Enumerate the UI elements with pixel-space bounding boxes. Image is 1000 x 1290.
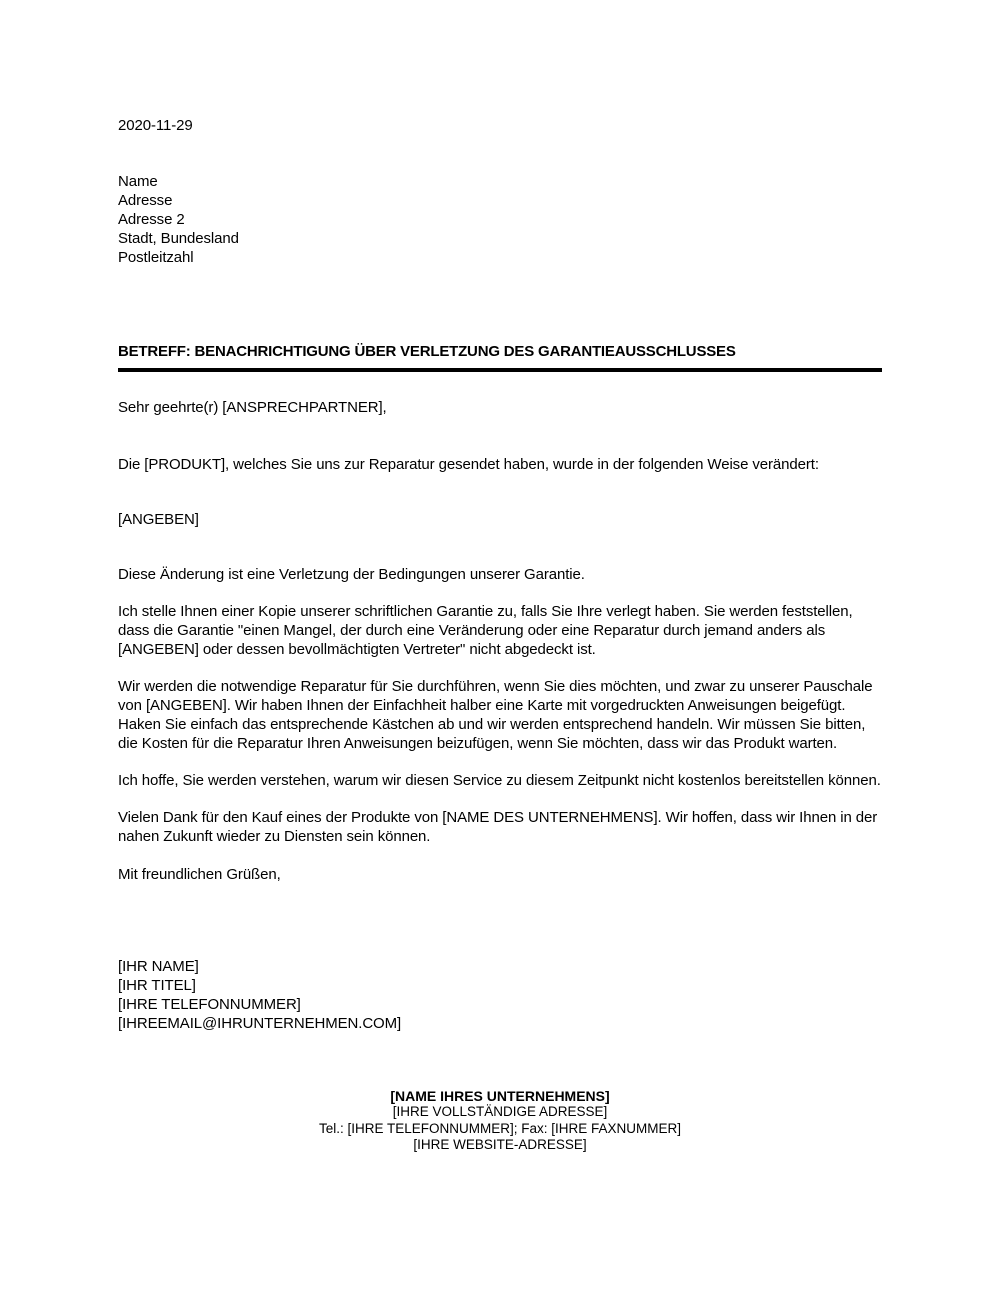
recipient-name: Name (118, 173, 158, 190)
paragraph-intro: Die [PRODUKT], welches Sie uns zur Reparatur gesendet haben, wurde in der folgenden Weise verändert: (118, 456, 819, 473)
salutation: Sehr geehrte(r) [ANSPRECHPARTNER], (118, 399, 387, 416)
footer-company-name: [NAME IHRES UNTERNEHMENS] (390, 1088, 610, 1104)
signature-phone: [IHRE TELEFONNUMMER] (118, 996, 301, 1013)
paragraph-thanks: Vielen Dank für den Kauf eines der Produkte von [NAME DES UNTERNEHMENS]. Wir hoffen, dass wir Ihnen in der nahen Zukunft wieder zu Diensten sein können. (118, 809, 878, 845)
recipient-postal-code: Postleitzahl (118, 249, 194, 266)
recipient-address-line-2: Adresse 2 (118, 211, 185, 228)
signature-email: [IHREEMAIL@IHRUNTERNEHMEN.COM] (118, 1015, 402, 1032)
signature-name: [IHR NAME] (118, 958, 199, 975)
footer-company-address: [IHRE VOLLSTÄNDIGE ADRESSE] (392, 1104, 608, 1120)
subject-line: BETREFF: BENACHRICHTIGUNG ÜBER VERLETZUNG DES GARANTIEAUSSCHLUSSES (118, 342, 882, 372)
recipient-address-line-1: Adresse (118, 192, 173, 209)
closing: Mit freundlichen Grüßen, (118, 866, 281, 883)
paragraph-warranty-copy: Ich stelle Ihnen einer Kopie unserer schriftlichen Garantie zu, falls Sie Ihre verlegt haben. Sie werden feststellen, dass die Garantie "einen Mangel, der durch eine Veränderung oder eine Reparatur durch jemand anders als [ANGEBEN] oder dessen bevollmächtigten Vertreter" nicht abgedeckt ist. (118, 603, 853, 658)
letter-date: 2020-11-29 (118, 117, 193, 134)
recipient-address-block (118, 172, 882, 267)
paragraph-hope-understanding: Ich hoffe, Sie werden verstehen, warum wir diesen Service zu diesem Zeitpunkt nicht kostenlos bereitstellen können. (118, 772, 881, 789)
paragraph-violation-statement: Diese Änderung ist eine Verletzung der Bedingungen unserer Garantie. (118, 566, 585, 583)
paragraph-placeholder-angeben: [ANGEBEN] (118, 511, 199, 528)
paragraph-repair-offer: Wir werden die notwendige Reparatur für Sie durchführen, wenn Sie dies möchten, und zwar zu unserer Pauschale von [ANGEBEN]. Wir haben Ihnen der Einfachheit halber eine Karte mit vorgedruckten Anweisungen beigefügt. Haken Sie einfach das entsprechende Kästchen ab und wir werden entsprechend handeln. Wir müssen Sie bitten, die Kosten für die Reparatur Ihren Anweisungen beizufügen, wenn Sie möchten, dass wir das Produkt warten. (118, 678, 873, 752)
company-footer (118, 1088, 882, 1153)
footer-website: [IHRE WEBSITE-ADRESSE] (413, 1136, 587, 1152)
recipient-city-state: Stadt, Bundesland (118, 230, 239, 247)
signature-title: [IHR TITEL] (118, 977, 196, 994)
signature-block (118, 957, 882, 1033)
footer-phone-fax: Tel.: [IHRE TELEFONNUMMER]; Fax: [IHRE FAXNUMMER] (318, 1120, 682, 1136)
